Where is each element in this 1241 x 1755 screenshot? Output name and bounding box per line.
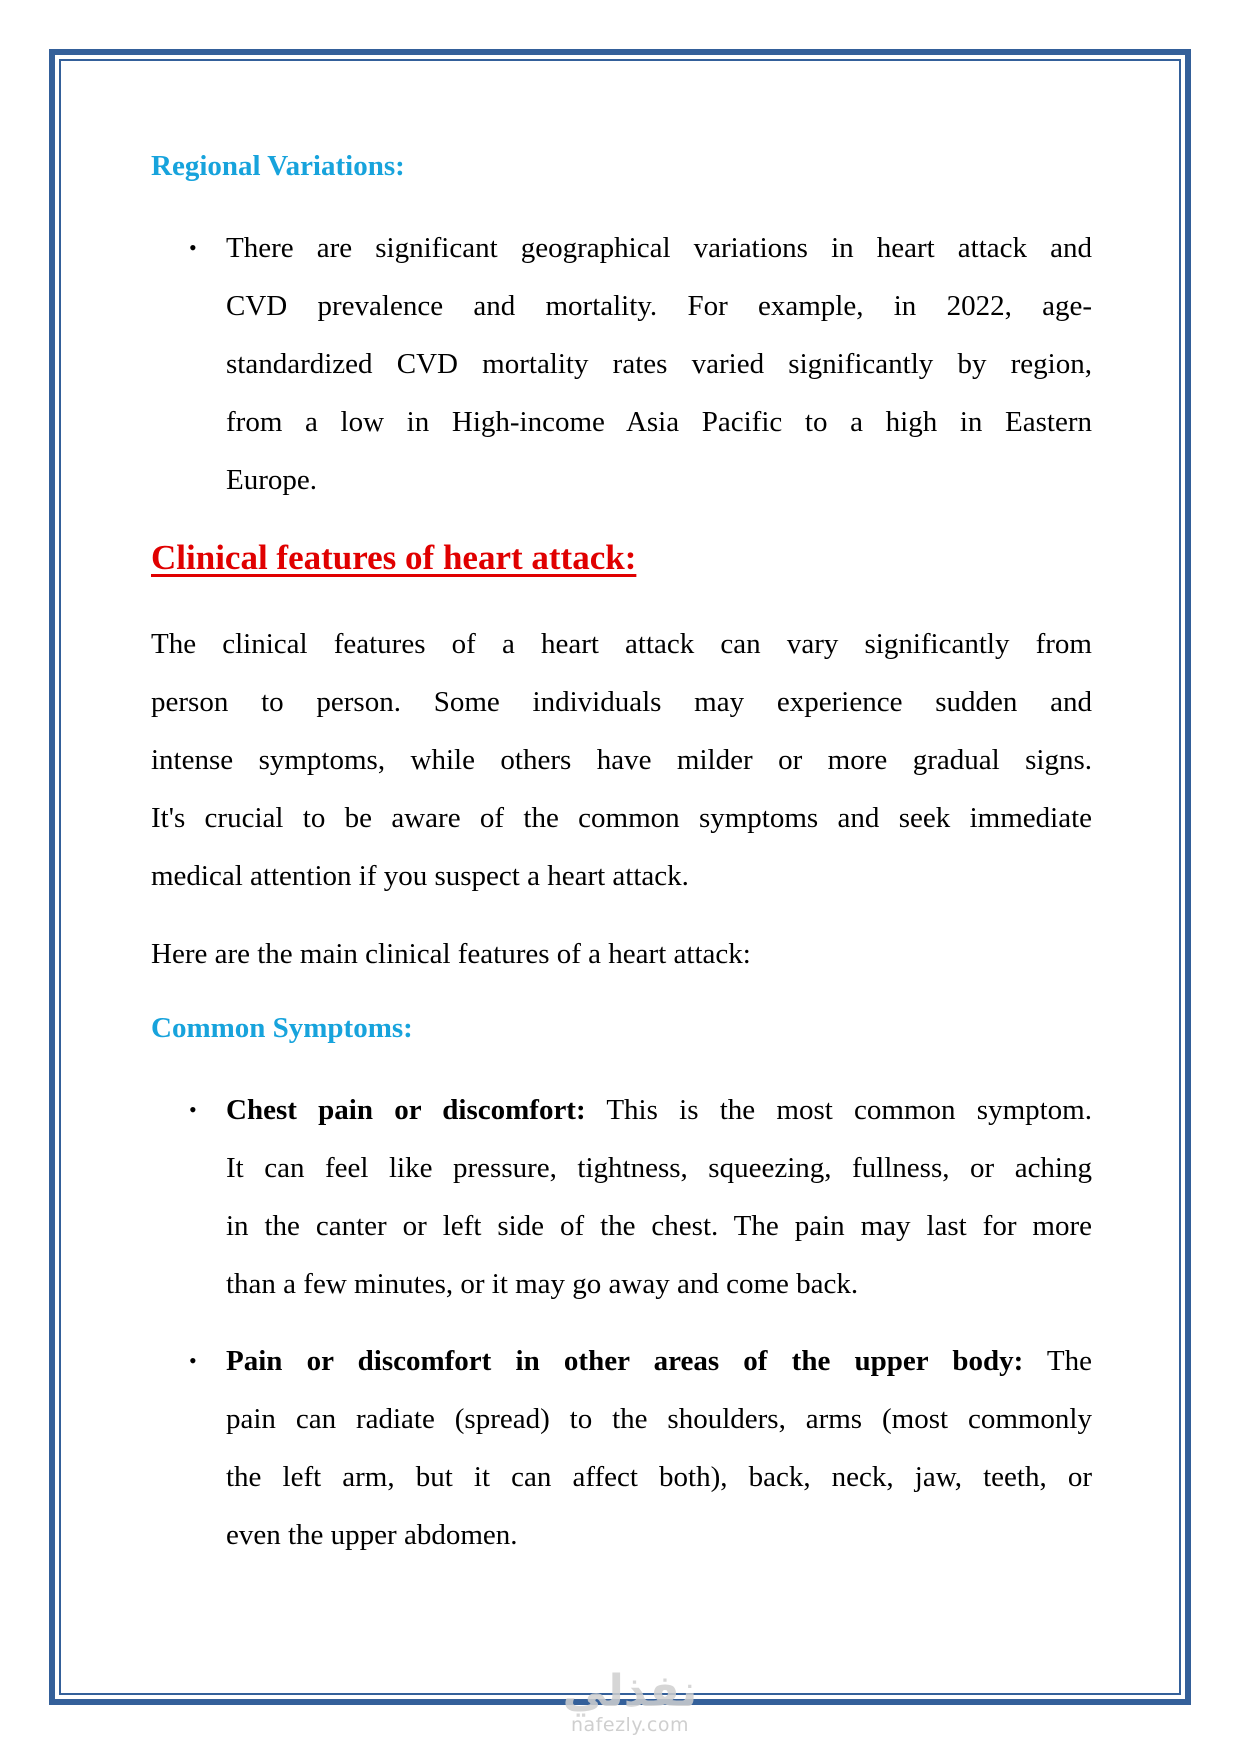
symptom-item-line: the left arm, but it can affect both), back, neck, jaw, teeth, or [226,1461,1092,1493]
symptom-label: Pain or discomfort in other areas of the upper body: [226,1345,1024,1377]
clinical-intro-line: person to person. Some individuals may experience sudden and [151,686,1092,718]
symptom-item-first-line [226,1343,1092,1379]
symptom-text: The [1023,1345,1092,1377]
clinical-intro-line: intense symptoms, while others have milder or more gradual signs. [151,744,1092,776]
regional-bullet-line: standardized CVD mortality rates varied significantly by region, [226,348,1092,380]
heading-regional-variations: Regional Variations: [151,150,405,182]
watermark-arabic-logo: نفذلي [562,1666,698,1717]
watermark [545,1666,715,1736]
clinical-intro-line: The clinical features of a heart attack can vary significantly from [151,628,1092,660]
symptom-item-line: even the upper abdomen. [226,1519,518,1551]
heading-clinical-features: Clinical features of heart attack: [151,538,637,577]
heading-common-symptoms: Common Symptoms: [151,1012,413,1044]
symptom-item-line: pain can radiate (spread) to the shoulders, arms (most commonly [226,1403,1092,1435]
symptom-label: Chest pain or discomfort: [226,1094,586,1126]
bullet-icon: • [189,1097,197,1122]
symptom-item-line: in the canter or left side of the chest. The pain may last for more [226,1210,1092,1242]
bullet-icon: • [189,1348,197,1373]
regional-bullet-line: Europe. [226,464,317,496]
bullet-icon: • [189,235,197,260]
regional-bullet-line: from a low in High-income Asia Pacific to a high in Eastern [226,406,1092,438]
clinical-lead-in: Here are the main clinical features of a heart attack: [151,938,751,970]
regional-bullet-line: There are significant geographical variations in heart attack and [226,232,1092,264]
clinical-intro-line: medical attention if you suspect a heart attack. [151,860,689,892]
symptom-item-first-line [226,1092,1092,1128]
symptom-item-line: than a few minutes, or it may go away and come back. [226,1268,859,1300]
symptom-text: This is the most common symptom. [585,1094,1092,1126]
regional-bullet-line: CVD prevalence and mortality. For example, in 2022, age- [226,290,1092,322]
symptom-item-line: It can feel like pressure, tightness, squeezing, fullness, or aching [226,1152,1092,1184]
clinical-intro-line: It's crucial to be aware of the common symptoms and seek immediate [151,802,1092,834]
watermark-url: nafezly.com [571,1714,689,1736]
